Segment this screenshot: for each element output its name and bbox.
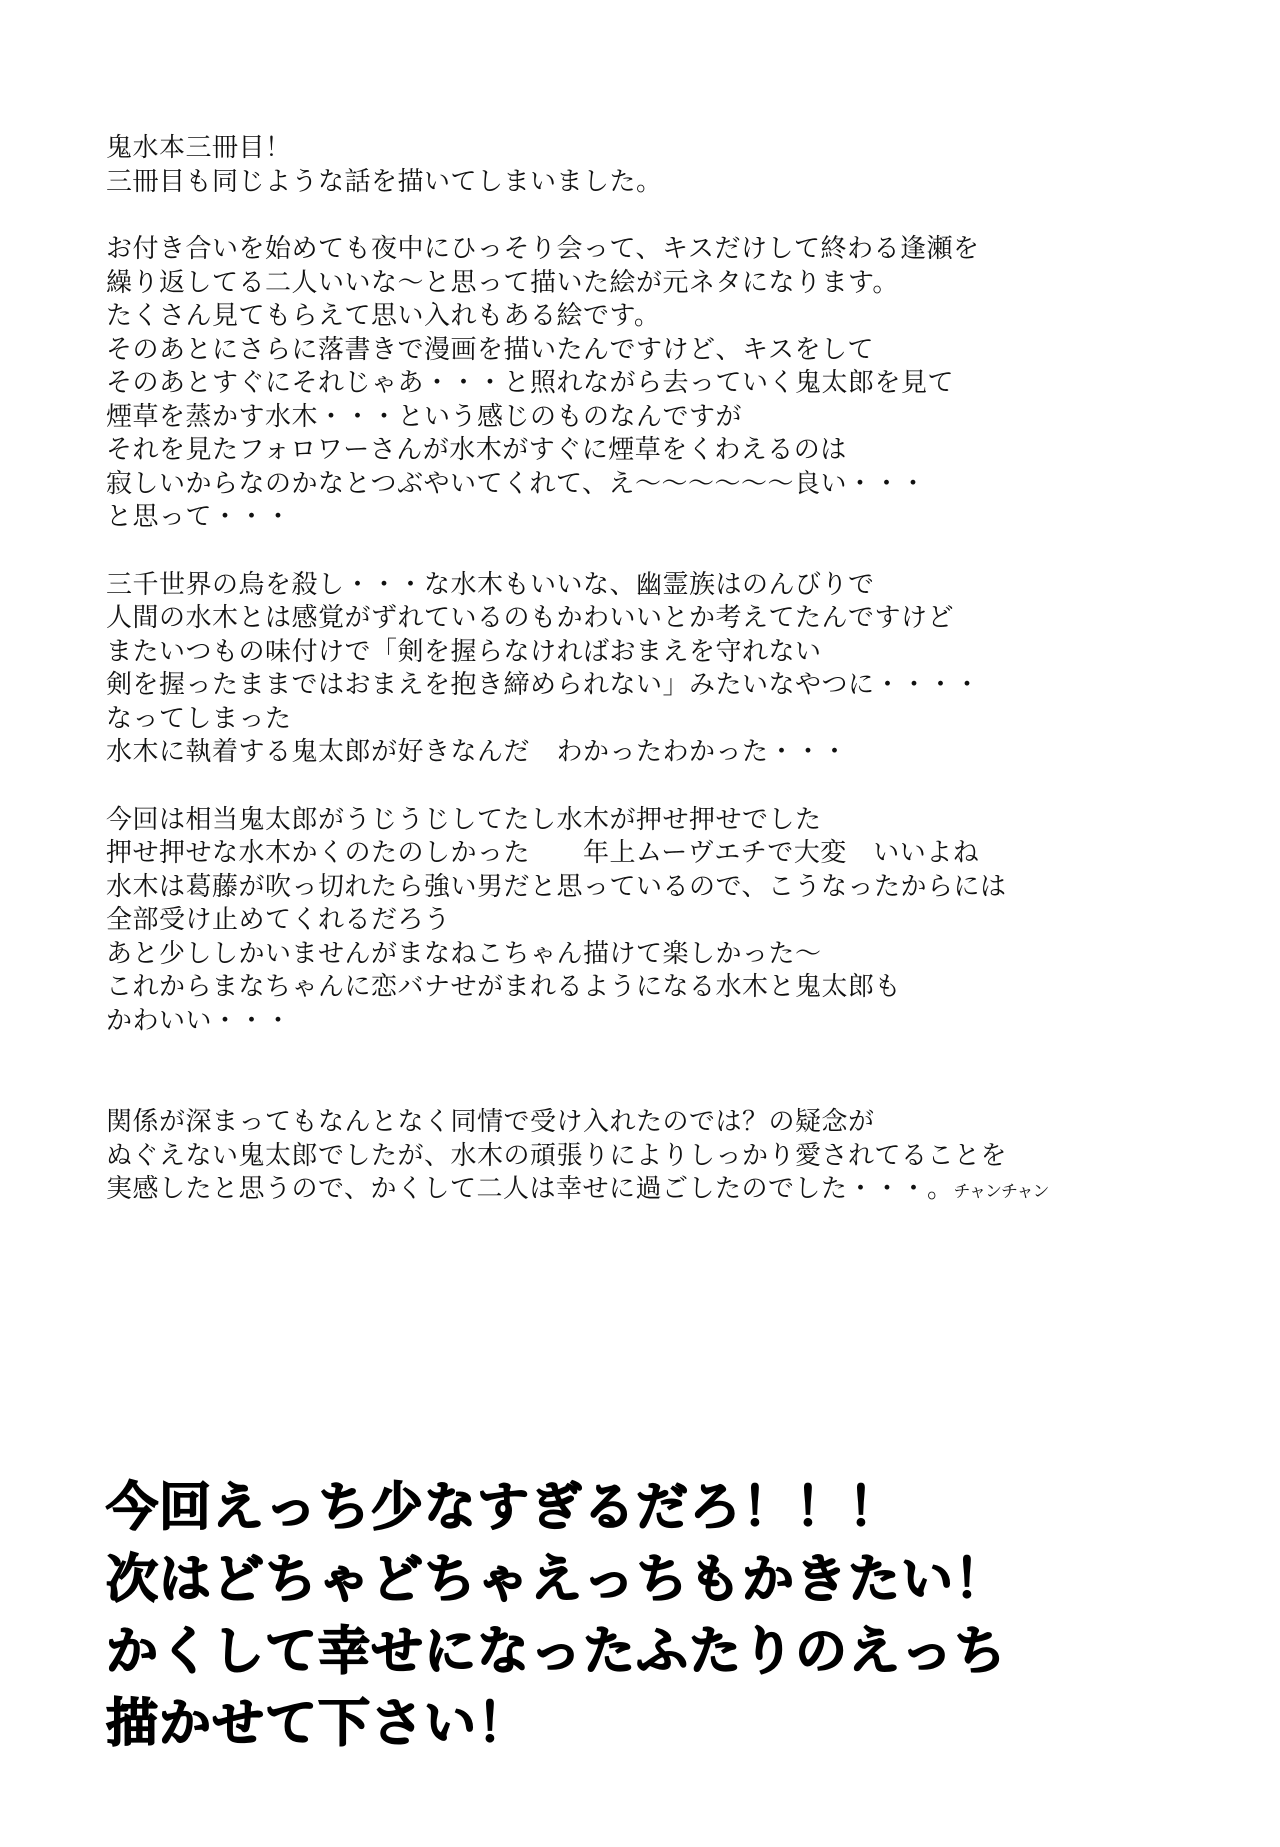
text-line: かわいい・・・ bbox=[106, 1005, 292, 1036]
text-line: そのあとにさらに落書きで漫画を描いたんですけど、キスをして bbox=[106, 334, 874, 365]
text-line: 寂しいからなのかなとつぶやいてくれて、え〜〜〜〜〜〜良い・・・ bbox=[106, 468, 927, 499]
text-line: そのあとすぐにそれじゃあ・・・と照れながら去っていく鬼太郎を見て bbox=[106, 368, 955, 398]
sound-effect-text: チャンチャン bbox=[953, 1182, 1049, 1202]
paragraph-3 bbox=[106, 569, 1066, 770]
text-line: 三千世界の烏を殺し・・・な水木もいいな、幽霊族はのんびりで bbox=[106, 569, 875, 600]
paragraph-gap bbox=[106, 535, 1066, 569]
text-line-main: 実感したと思うので、かくして二人は幸せに過ごしたのでした・・・。 bbox=[106, 1174, 954, 1204]
closing-line: かくして幸せになったふたりのえっち bbox=[106, 1622, 1008, 1682]
paragraph-1 bbox=[106, 132, 1066, 199]
text-line: 今回は相当鬼太郎がうじうじしてたし水木が押せ押せでした bbox=[106, 804, 822, 835]
text-line: 水木に執着する鬼太郎が好きなんだ わかったわかった・・・ bbox=[106, 737, 849, 767]
paragraph-5 bbox=[106, 1106, 1066, 1210]
text-line: 押せ押せな水木かくのたのしかった 年上ムーヴエチで大変 いいよね bbox=[106, 838, 980, 868]
text-line: と思って・・・ bbox=[106, 502, 292, 532]
closing-message bbox=[106, 1472, 1206, 1760]
text-line: またいつもの味付けで「剣を握らなければおまえを守れない bbox=[106, 636, 822, 667]
closing-line: 描かせて下さい！ bbox=[106, 1694, 531, 1754]
text-line: 三冊目も同じような話を描いてしまいました。 bbox=[106, 166, 663, 197]
paragraph-gap bbox=[106, 1038, 1066, 1106]
paragraph-gap bbox=[106, 770, 1066, 804]
text-line: あと少ししかいませんがまなねこちゃん描けて楽しかった〜 bbox=[106, 938, 822, 969]
text-line: なってしまった bbox=[106, 703, 292, 734]
text-line: 鬼水本三冊目！ bbox=[106, 133, 292, 163]
text-line: 全部受け止めてくれるだろう bbox=[106, 905, 451, 935]
paragraph-4 bbox=[106, 804, 1066, 1039]
text-line: 人間の水木とは感覚がずれているのもかわいいとか考えてたんですけど bbox=[106, 603, 955, 633]
text-line: 関係が深まってもなんとなく同情で受け入れたのでは？の疑念が bbox=[106, 1107, 875, 1137]
afterword-body bbox=[106, 132, 1066, 1210]
text-line: これからまなちゃんに恋バナせがまれるようになる水木と鬼太郎も bbox=[106, 972, 902, 1002]
text-line: ぬぐえない鬼太郎でしたが、水木の頑張りによりしっかり愛されてることを bbox=[106, 1140, 1008, 1171]
text-line: お付き合いを始めても夜中にひっそり会って、キスだけして終わる逢瀬を bbox=[106, 234, 980, 264]
text-line: 繰り返してる二人いいな〜と思って描いた絵が元ネタになります。 bbox=[106, 267, 899, 298]
text-line: 剣を握ったままではおまえを抱き締められない」みたいなやつに・・・・ bbox=[106, 670, 981, 700]
text-line bbox=[106, 1173, 1066, 1210]
paragraph-2 bbox=[106, 233, 1066, 535]
paragraph-gap bbox=[106, 199, 1066, 233]
text-line: 水木は葛藤が吹っ切れたら強い男だと思っているので、こうなったからには bbox=[106, 871, 1007, 902]
text-line: それを見たフォロワーさんが水木がすぐに煙草をくわえるのは bbox=[106, 435, 847, 465]
closing-line: 次はどちゃどちゃえっちもかきたい！ bbox=[106, 1550, 1008, 1610]
text-line: たくさん見てもらえて思い入れもある絵です。 bbox=[106, 301, 661, 331]
text-line: 煙草を蒸かす水木・・・という感じのものなんですが bbox=[106, 401, 743, 432]
closing-line: 今回えっち少なすぎるだろ！！！ bbox=[106, 1478, 902, 1538]
